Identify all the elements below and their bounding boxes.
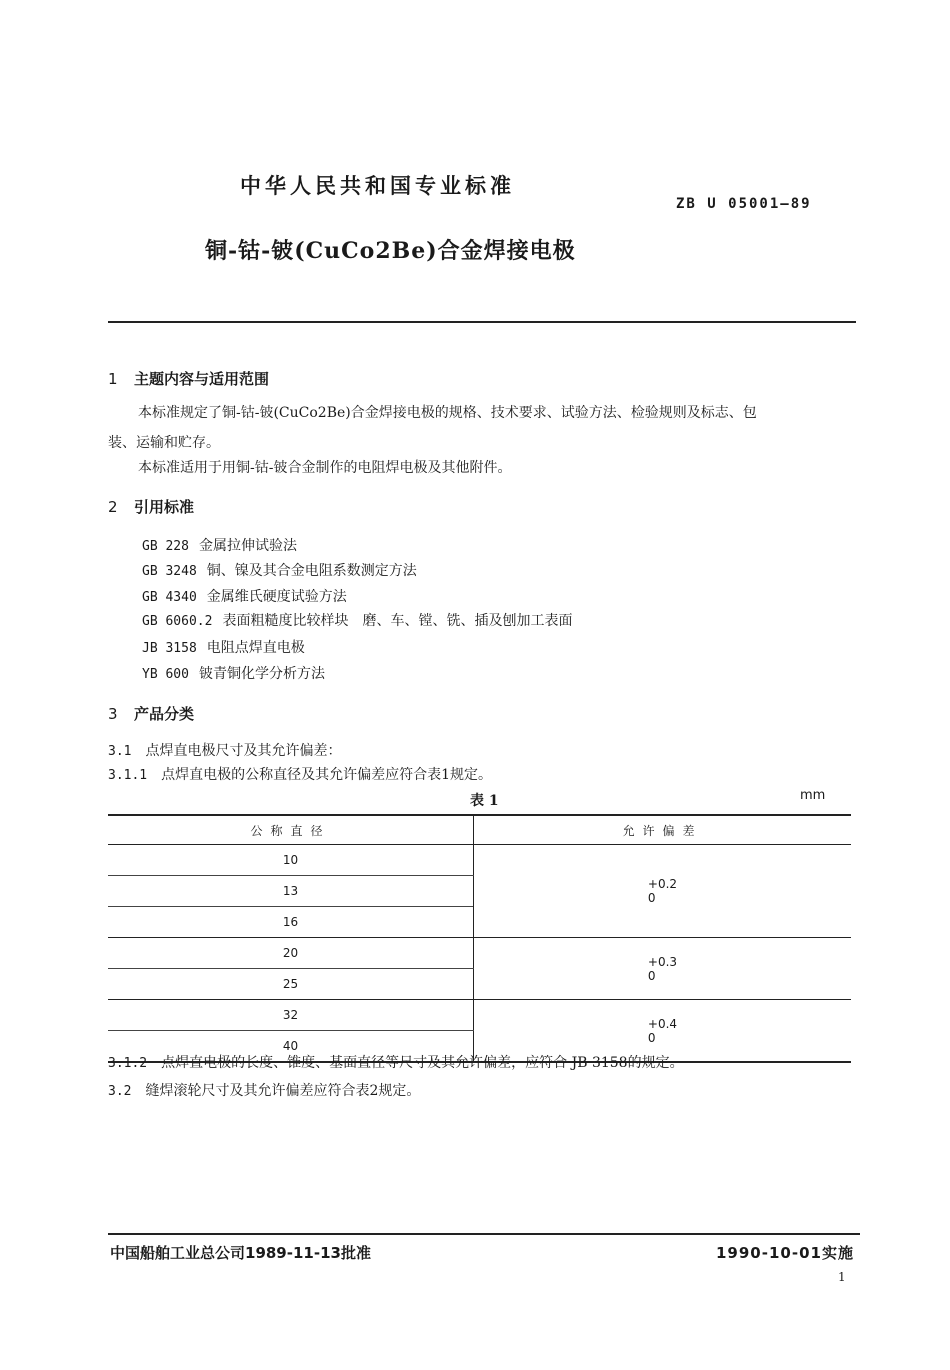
reference-name: 电阻点焊直电极 xyxy=(206,640,305,656)
tolerance-upper: +0.4 xyxy=(647,1016,678,1031)
table-1-unit: mm xyxy=(800,788,826,803)
table-row xyxy=(108,1000,851,1031)
clause-text: 点焊直电极的长度、锥度、基面直径等尺寸及其允许偏差，应符合 JB 3158的规定。 xyxy=(161,1055,684,1071)
section-1-para-2: 本标准适用于用铜-钴-铍合金制作的电阻焊电极及其他附件。 xyxy=(138,460,512,476)
clause-text: 缝焊滚轮尺寸及其允许偏差应符合表2规定。 xyxy=(145,1083,421,1099)
section-number: 1 xyxy=(108,370,118,388)
clause-number: 3.1 xyxy=(108,744,132,759)
section-3-heading xyxy=(108,703,194,724)
table-1-caption: 表 1 xyxy=(470,793,499,809)
diameter-cell: 20 xyxy=(108,938,474,969)
footer-divider xyxy=(108,1233,860,1235)
reference-name: 铍青铜化学分析方法 xyxy=(198,666,325,682)
diameter-cell: 40 xyxy=(108,1031,474,1063)
section-title: 引用标准 xyxy=(134,498,195,516)
reference-code: GB 3248 xyxy=(142,564,197,579)
section-title: 产品分类 xyxy=(134,705,195,723)
reference-code: GB 4340 xyxy=(142,590,197,605)
clause-3-1-2 xyxy=(108,1052,684,1072)
reference-code: YB 600 xyxy=(142,667,189,682)
diameter-cell: 10 xyxy=(108,845,474,876)
reference-code: GB 6060.2 xyxy=(142,614,213,629)
clause-text: 点焊直电极的公称直径及其允许偏差应符合表1规定。 xyxy=(161,767,493,783)
page-number: 1 xyxy=(838,1270,846,1284)
table-row xyxy=(108,845,851,876)
tolerance-lower: 0 xyxy=(647,968,656,983)
table-header-row xyxy=(108,815,851,845)
approval-statement: 中国船舶工业总公司1989-11-13批准 xyxy=(110,1244,371,1262)
reference-name: 表面粗糙度比较样块 磨、车、镗、铣、插及刨加工表面 xyxy=(222,613,573,629)
tolerance-upper: +0.2 xyxy=(647,877,678,891)
reference-code: GB 228 xyxy=(142,539,189,554)
reference-item xyxy=(142,610,572,630)
reference-name: 铜、镍及其合金电阻系数测定方法 xyxy=(206,563,417,579)
standard-code: ZB U 05001—89 xyxy=(676,196,812,212)
section-number: 2 xyxy=(108,498,118,516)
section-title: 主题内容与适用范围 xyxy=(134,370,270,388)
clause-number: 3.1.1 xyxy=(108,768,148,783)
reference-item xyxy=(142,637,305,657)
section-1-heading xyxy=(108,368,269,389)
clause-number: 3.1.2 xyxy=(108,1056,148,1071)
clause-3-1 xyxy=(108,740,341,760)
column-header-nominal-diameter: 公称直径 xyxy=(108,815,474,845)
section-1-para-1-line-1: 本标准规定了铜-钴-铍(CuCo2Be)合金焊接电极的规格、技术要求、试验方法、检验规则及标志、包 xyxy=(138,405,757,421)
title-divider xyxy=(108,321,856,323)
reference-item xyxy=(142,535,297,555)
clause-number: 3.2 xyxy=(108,1084,132,1099)
column-header-tolerance: 允许偏差 xyxy=(474,815,852,845)
diameter-cell: 16 xyxy=(108,907,474,938)
reference-item xyxy=(142,586,347,606)
reference-item xyxy=(142,663,325,683)
tolerance-lower: 0 xyxy=(647,1030,656,1045)
section-1-para-1-line-2: 装、运输和贮存。 xyxy=(108,435,220,451)
reference-name: 金属拉伸试验法 xyxy=(198,538,297,554)
table-1 xyxy=(108,814,851,1063)
diameter-cell: 13 xyxy=(108,876,474,907)
section-2-heading xyxy=(108,496,194,517)
tolerance-cell xyxy=(474,938,852,1000)
standard-header-title: 中华人民共和国专业标准 xyxy=(240,174,515,198)
document-title: 铜-钴-铍(CuCo2Be)合金焊接电极 xyxy=(205,238,576,264)
reference-item xyxy=(142,560,417,580)
tolerance-lower: 0 xyxy=(647,891,656,905)
diameter-cell: 32 xyxy=(108,1000,474,1031)
tolerance-cell xyxy=(474,845,852,938)
reference-code: JB 3158 xyxy=(142,641,197,656)
tolerance-upper: +0.3 xyxy=(647,954,678,969)
clause-3-1-1 xyxy=(108,764,492,784)
effective-date: 1990-10-01实施 xyxy=(716,1244,854,1262)
section-number: 3 xyxy=(108,705,118,723)
clause-text: 点焊直电极尺寸及其允许偏差： xyxy=(145,743,342,759)
diameter-cell: 25 xyxy=(108,969,474,1000)
table-row xyxy=(108,938,851,969)
reference-name: 金属维氏硬度试验方法 xyxy=(206,589,347,605)
clause-3-2 xyxy=(108,1080,420,1100)
